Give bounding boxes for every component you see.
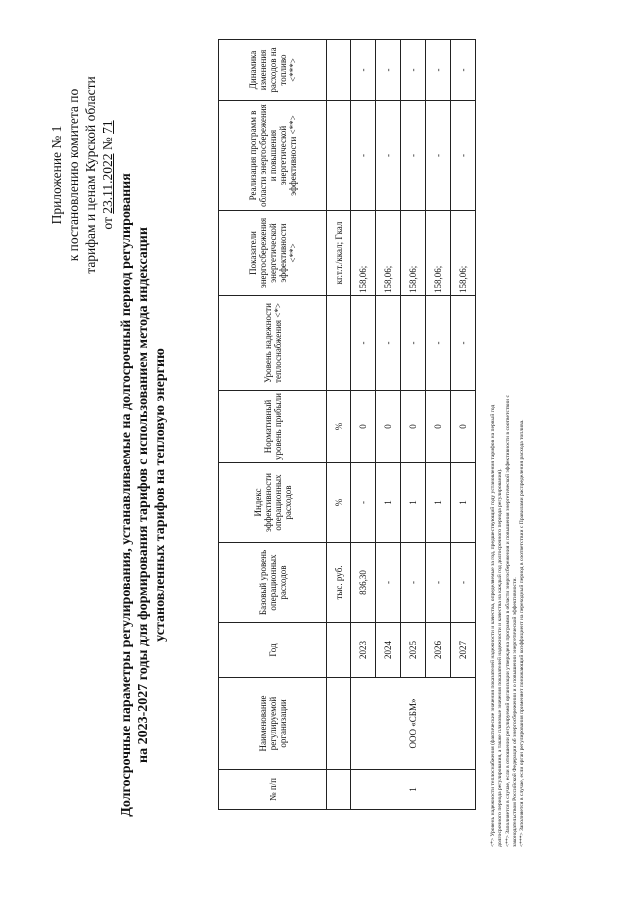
header-cell: Наименование регулируемой организации (219, 678, 327, 770)
header-cell: Уровень надежности теплоснабжения <*> (219, 296, 327, 391)
unit-cell: кг.т.т./ккал; Гкал (327, 211, 351, 296)
title-line-3: установленных тарифов на тепловую энергию (153, 348, 168, 642)
appendix-number: 71 (100, 120, 115, 134)
header-cell: Нормативный уровень прибыли (219, 391, 327, 463)
base-level-cell: - (451, 543, 476, 623)
footnote-line: <***> Заполняется в случае, если орган регулирования применяет понижающий коэффициент на переходный период в соответствии с Правилами распределения расхода топлива. (519, 419, 526, 847)
program-cell: - (451, 101, 476, 211)
unit-cell (327, 296, 351, 391)
program-cell: - (426, 101, 451, 211)
appendix-line-4 (99, 55, 116, 295)
unit-cell (327, 678, 351, 770)
energy-saving-cell: 158,06; (401, 211, 426, 296)
year-cell: 2024 (376, 623, 401, 678)
row-number: 1 (351, 770, 476, 810)
appendix-block (48, 55, 116, 295)
header-cell: Индекс эффективности операционных расходов (219, 463, 327, 543)
header-cell: № п/п (219, 770, 327, 810)
program-cell: - (376, 101, 401, 211)
program-cell: - (401, 101, 426, 211)
footnotes (490, 47, 526, 847)
energy-saving-cell: 158,06; (426, 211, 451, 296)
units-row (327, 40, 351, 810)
efficiency-index-cell: - (351, 463, 376, 543)
unit-cell (327, 101, 351, 211)
program-cell: - (351, 101, 376, 211)
reliability-cell: - (351, 296, 376, 391)
energy-saving-cell: 158,06; (351, 211, 376, 296)
appendix-date: 23.11.2022 (100, 153, 115, 214)
parameters-table (218, 39, 476, 810)
organization-name: ООО «СБМ» (351, 678, 476, 770)
header-cell: Реализация программ в области энергосбережения и повышения энергетической эффективности <**> (219, 101, 327, 211)
fuel-dynamics-cell: - (376, 40, 401, 101)
energy-saving-cell: 158,06; (451, 211, 476, 296)
reliability-cell: - (401, 296, 426, 391)
appendix-line-1: Приложение № 1 (49, 125, 64, 225)
header-cell: Базовый уровень операционных расходов (219, 543, 327, 623)
year-cell: 2027 (451, 623, 476, 678)
base-level-cell: - (426, 543, 451, 623)
unit-cell: % (327, 391, 351, 463)
reliability-cell: - (451, 296, 476, 391)
fuel-dynamics-cell: - (426, 40, 451, 101)
efficiency-index-cell: 1 (451, 463, 476, 543)
energy-saving-cell: 158,06; (376, 211, 401, 296)
header-cell: Год (219, 623, 327, 678)
header-cell: Динамика изменения расходов на топливо <***> (219, 40, 327, 101)
appendix-line-3: тарифам и ценам Курской области (83, 76, 98, 274)
unit-cell (327, 623, 351, 678)
year-cell: 2026 (426, 623, 451, 678)
profit-level-cell: 0 (376, 391, 401, 463)
appendix-date-prefix: от (100, 217, 115, 230)
unit-cell: тыс. руб. (327, 543, 351, 623)
efficiency-index-cell: 1 (426, 463, 451, 543)
fuel-dynamics-cell: - (351, 40, 376, 101)
footnote-line: долгосрочного периода регулирования, а также плановые значения показателей надежности и качества на каждый год долгосрочного периода регулирования). (497, 468, 504, 847)
base-level-cell: - (401, 543, 426, 623)
profit-level-cell: 0 (451, 391, 476, 463)
year-cell: 2023 (351, 623, 376, 678)
footnote-line: законодательством Российской Федерации об энергосбережении и о повышении энергетической эффективности. (511, 577, 518, 847)
year-cell: 2025 (401, 623, 426, 678)
fuel-dynamics-cell: - (451, 40, 476, 101)
fuel-dynamics-cell: - (401, 40, 426, 101)
efficiency-index-cell: 1 (401, 463, 426, 543)
profit-level-cell: 0 (426, 391, 451, 463)
reliability-cell: - (376, 296, 401, 391)
base-level-cell: 836,30 (351, 543, 376, 623)
efficiency-index-cell: 1 (376, 463, 401, 543)
appendix-line-2: к постановлению комитета по (66, 88, 81, 262)
reliability-cell: - (426, 296, 451, 391)
footnote-line: <**> Заполняется в случае, если в отношении регулируемой организации утверждена программа в области энергосбережения и повышения энергетической эффективности в соответствии с (504, 395, 511, 847)
footnote-line: <*> Уровень надежности теплоснабжения (фактические значения показателей надежности и качества, определяемые за год, предшествующий году установления тарифов на первый год (490, 404, 496, 847)
profit-level-cell: 0 (351, 391, 376, 463)
document-title (118, 145, 169, 845)
header-row (219, 40, 327, 810)
appendix-number-prefix: № (100, 137, 115, 151)
base-level-cell: - (376, 543, 401, 623)
title-line-2: на 2023-2027 годы для формирования тарифов с использованием метода индексации (136, 227, 151, 763)
profit-level-cell: 0 (401, 391, 426, 463)
unit-cell (327, 770, 351, 810)
table-row (351, 40, 376, 810)
unit-cell: % (327, 463, 351, 543)
unit-cell (327, 40, 351, 101)
title-line-1: Долгосрочные параметры регулирования, устанавливаемые на долгосрочный период регулирования (119, 173, 134, 817)
header-cell: Показатели энергосбережения энергетической эффективности <**> (219, 211, 327, 296)
